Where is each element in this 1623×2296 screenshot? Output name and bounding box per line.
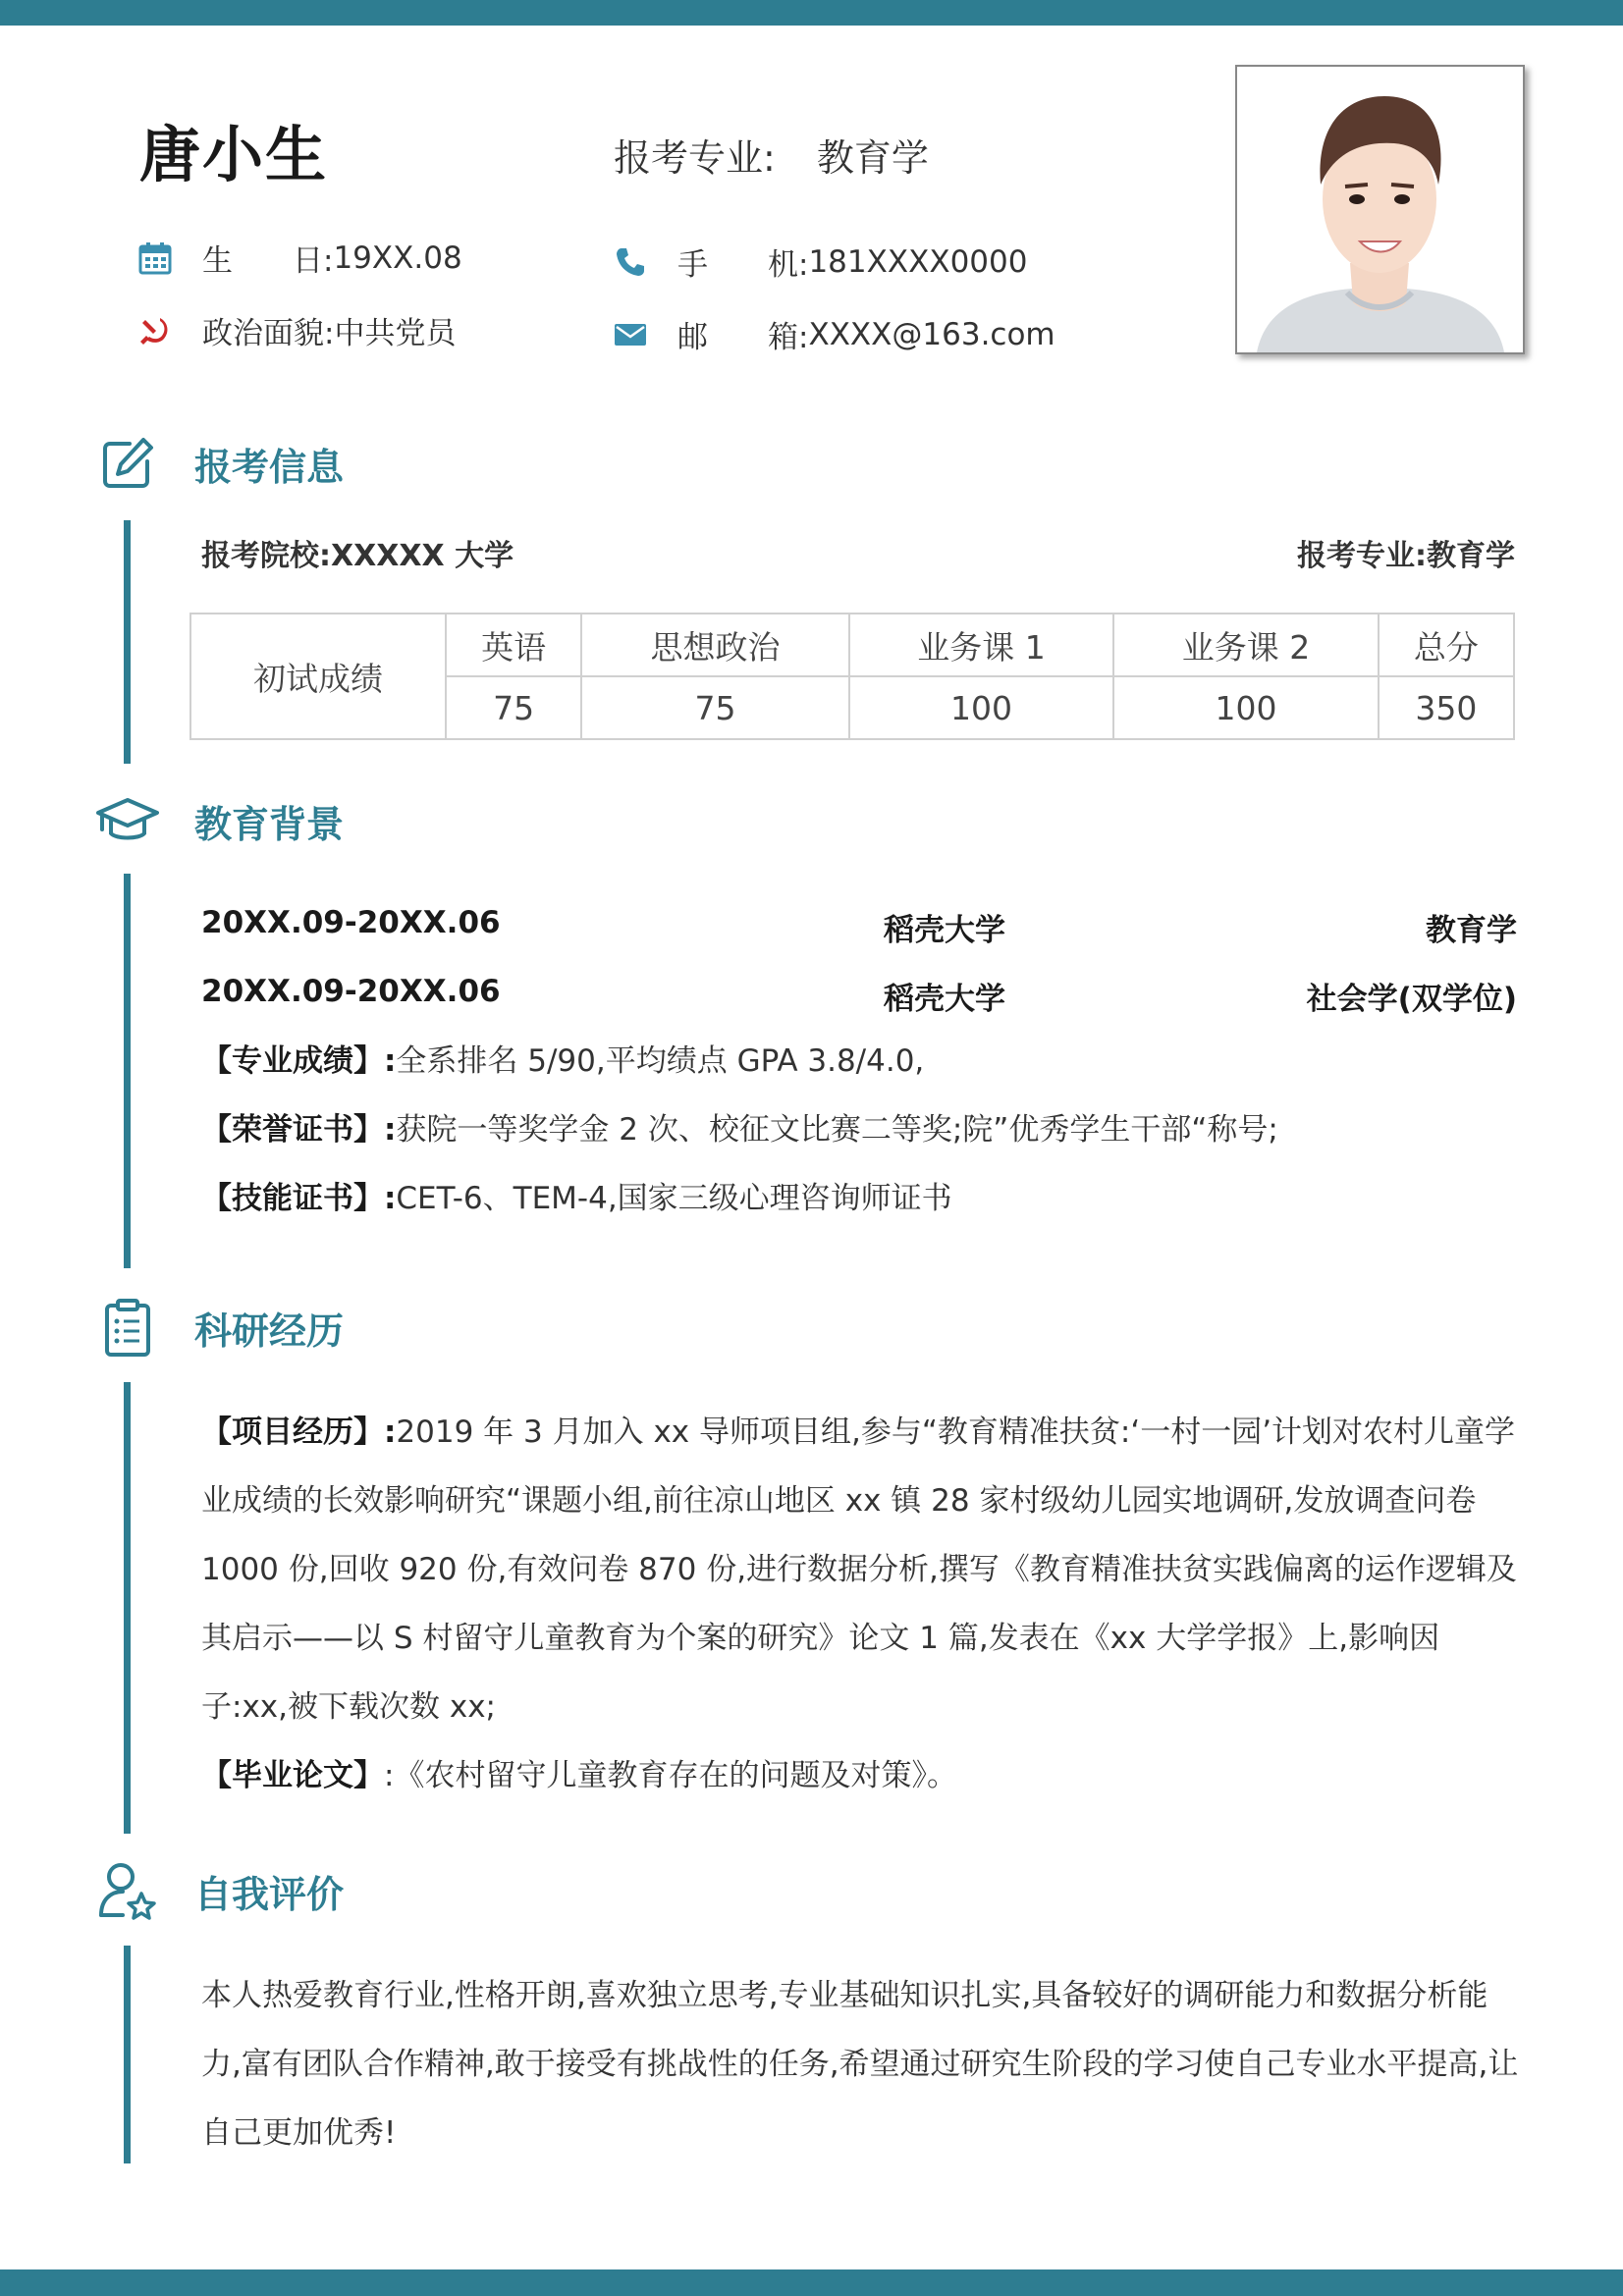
political-label: 政治面貌: (202, 316, 335, 351)
research-project-label: 【项目经历】: (201, 1415, 397, 1450)
education-details (201, 1027, 1522, 1233)
education-skill-line (201, 1164, 1522, 1233)
bottom-accent-bar (0, 2269, 1623, 2296)
score-subject: 业务课 1 (849, 614, 1113, 676)
political-row (135, 308, 456, 352)
top-accent-bar (0, 0, 1623, 26)
score-value: 75 (446, 676, 581, 739)
email-label-b: 箱: (768, 320, 809, 355)
mail-icon (611, 315, 650, 354)
score-subject: 业务课 2 (1113, 614, 1378, 676)
section-self-line (124, 1946, 131, 2163)
education-period: 20XX.09-20XX.06 (201, 905, 501, 940)
education-honor-line (201, 1095, 1522, 1164)
apply-major: 报考专业:教育学 (1297, 539, 1515, 573)
section-apply-line (124, 520, 131, 764)
research-thesis-text: :《农村留守儿童教育存在的问题及对策》。 (384, 1758, 957, 1793)
education-school: 稻壳大学 (884, 913, 1005, 948)
score-header-row (190, 614, 1514, 676)
edit-icon (96, 432, 159, 495)
section-research-header (96, 1296, 344, 1359)
political-value: 中共党员 (334, 316, 457, 351)
research-thesis (201, 1741, 1522, 1810)
section-apply-header (96, 432, 344, 495)
birthday-label-a: 生 (202, 243, 233, 279)
education-major: 教育学 (1426, 913, 1517, 948)
research-project (201, 1398, 1522, 1741)
education-major: 社会学(双学位) (1306, 982, 1517, 1017)
education-skill-text: CET-6、TEM-4,国家三级心理咨询师证书 (396, 1181, 952, 1216)
score-subject: 思想政治 (581, 614, 849, 676)
section-self-title: 自我评价 (194, 1872, 345, 1916)
phone-value: 181XXXX0000 (808, 243, 1028, 280)
clipboard-icon (96, 1296, 159, 1359)
birthday-row (135, 236, 462, 280)
score-value: 100 (849, 676, 1113, 739)
education-skill-label: 【技能证书】: (201, 1181, 397, 1216)
phone-label-b: 机: (768, 247, 809, 283)
self-evaluation-text: 本人热爱教育行业,性格开朗,喜欢独立思考,专业基础知识扎实,具备较好的调研能力和数据分析能力,富有团队合作精神,敢于接受有挑战性的任务,希望通过研究生阶段的学习使自己专业水平提高,让自己更加优秀! (201, 1978, 1519, 2151)
calendar-icon (135, 239, 175, 278)
phone-label-a: 手 (677, 247, 708, 283)
email-label-a: 邮 (677, 320, 708, 355)
education-score-text: 全系排名 5/90,平均绩点 GPA 3.8/4.0, (396, 1043, 925, 1079)
phone-row (611, 240, 1027, 284)
research-thesis-label: 【毕业论文】 (201, 1758, 384, 1793)
score-subject: 英语 (446, 614, 581, 676)
score-value: 75 (581, 676, 849, 739)
user-star-icon (96, 1859, 159, 1922)
section-research-line (124, 1382, 131, 1834)
score-value: 350 (1379, 676, 1514, 739)
research-details (201, 1398, 1522, 1810)
header-major (614, 128, 929, 182)
email-row (611, 312, 1055, 356)
score-table (189, 613, 1515, 740)
education-school: 稻壳大学 (884, 982, 1005, 1017)
apply-school: 报考院校:XXXXX 大学 (201, 539, 514, 573)
section-education-line (124, 874, 131, 1268)
research-project-text: 2019 年 3 月加入 xx 导师项目组,参与“教育精准扶贫:‘一村一园’计划对农村儿童学业成绩的长效影响研究“课题小组,前往凉山地区 xx 镇 28 家村级幼儿园实地调研,发放调查问卷 1000 份,回收 920 份,有效问卷 870 份,进行数据分析,撰写《教育精准扶贫实践偏离的运作逻辑及其启示——以 S 村留守儿童教育为个案的研究》论文 1 篇,发表在《xx 大学学报》上,影响因子:xx,被下载次数 xx; (201, 1415, 1517, 1725)
education-score-line (201, 1027, 1522, 1095)
candidate-name: 唐小生 (139, 119, 329, 190)
graduation-cap-icon (96, 789, 159, 852)
section-apply-title: 报考信息 (194, 445, 345, 489)
birthday-label-b: 日: (293, 243, 334, 279)
section-self-header (96, 1859, 344, 1922)
header-major-value: 教育学 (816, 136, 929, 180)
birthday-value: 19XX.08 (333, 240, 462, 276)
header-major-label: 报考专业: (614, 136, 776, 180)
section-education-title: 教育背景 (194, 802, 345, 846)
education-period: 20XX.09-20XX.06 (201, 974, 501, 1009)
education-score-label: 【专业成绩】: (201, 1043, 397, 1079)
score-subject: 总分 (1379, 614, 1514, 676)
section-education-header (96, 789, 344, 852)
profile-photo (1235, 65, 1525, 354)
education-honor-label: 【荣誉证书】: (201, 1112, 397, 1148)
score-row-head: 初试成绩 (190, 614, 446, 739)
section-research-title: 科研经历 (194, 1308, 345, 1353)
party-emblem-icon (135, 311, 175, 350)
email-value: XXXX@163.com (808, 316, 1055, 352)
education-honor-text: 获院一等奖学金 2 次、校征文比赛二等奖;院”优秀学生干部“称号; (396, 1112, 1278, 1148)
phone-icon (611, 242, 650, 282)
score-value: 100 (1113, 676, 1378, 739)
